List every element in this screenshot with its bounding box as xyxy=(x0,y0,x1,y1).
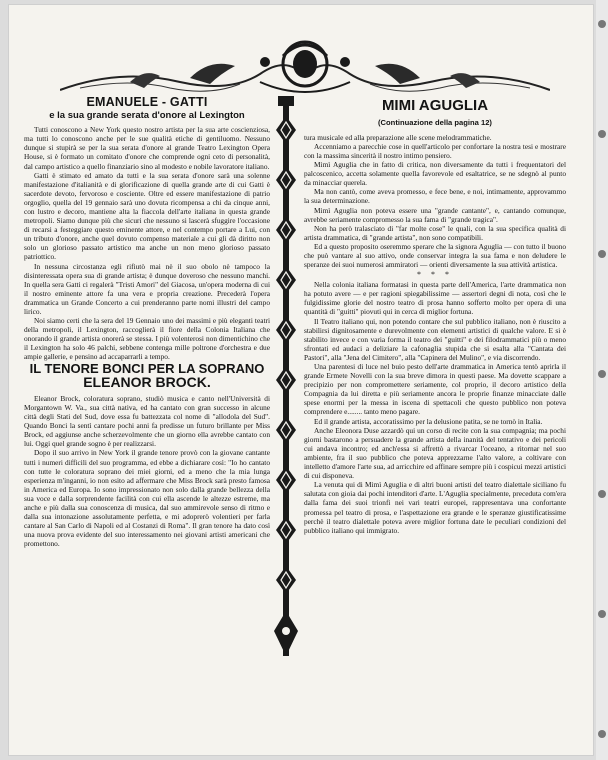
continuation-note: (Continuazione della pagina 12) xyxy=(378,117,492,127)
bonci-paragraph-2: Dopo il suo arrivo in New York il grande tenore provò con la giovane cantante tutti i numeri difficili del suo programma, ed ebbe a dichiarare così: "Io ho cantato con tutte le coloratura soprano dei miei giorni, ed a meno che la mia lunga esperienza m'inganni, io non esito ad affermare che Miss Brock sarà presto famosa in America ed Europa. Io sono impressionato non solo dalla grande bellezza della sua voce e dalla sorprendente facilità con cui ella ascende le altezze estreme, ma anche e più dalla sua conoscenza di musica, dal suo ammirevole senso di ritmo e dalla sua intonazione assolutamente perfetta, e mi adoprerò volentieri per farla cantare al San Carlo di Napoli ed al Costanzi di Roma". Il gran tenore ha dato così una nuova prova evidente del suo interessamento nei giovani artisti americani che promettono. xyxy=(24,448,270,549)
aguglia-paragraph-11: Ed il grande artista, accoratissimo per la delusione patita, se ne tornò in Italia. xyxy=(314,416,543,426)
gatti-paragraph-3: In nessuna circostanza egli rifiutò mai nè il suo obolo nè tampoco la disinteressata opera sua di grande artista; è dunque doveroso che nessuno manchi. In quella sera Gatti ci regalerà "Tristi Amori" del Giacosa, un'opera moderna di cui il nostro eminente attore fa una vera e propria creazione. Precederà l'opera drammatica un Grande Concerto a cui prenderanno parte nomi illustri del campo lirico. xyxy=(24,261,270,316)
bonci-paragraph-1: Eleanor Brock, coloratura soprano, studiò musica e canto nell'Università di Morgantown W. Va., sua città nativa, ed ha cantato con gran successo in alcune città degli Stati del Sud, dove essa fu battezzata col nome di "allodola del Sud". Quando Bonci la sentì cantare pochi anni fa predisse un futuro brillante per Miss Brock, ed aggiunse anche scherzevolmente che un giorno ella avrebbe cantato con lui. Oggi quel grande sogno è per realizzarsi. xyxy=(24,393,270,449)
aguglia-paragraph-5: Mimì Aguglia non poteva essere una "grande cantante", e, cantando comunque, avrebbe seriamente compromesso la sua fama di "grande tragica". xyxy=(304,205,566,224)
section-separator: * * * xyxy=(417,270,453,280)
gatti-paragraph-2: Gatti è stimato ed amato da tutti e la sua serata d'onore sarà una solenne manifestazione d'italianità e di glorificazione di quella grande arte di cui Gatti è sacerdote devoto, fervoroso e cosciente. Oltre ed essere manifestazione di patrio orgoglio, quella del 19 gennaio sarà uno dovuta ricompensa a chi da cinque anni, con lustro e decoro, mantiene alta la fiaccola dell'arte italiana in questa grande metropoli. Siamo dunque più che sicuri che nessuno si lascerà sfuggire l'occasione di recarsi a festeggiare questo eminente attore, e nel contempo portare a Lui, con un tributo d'onore, anche quel dovuto compenso materiale a cui gli dà diritto non solo un glorioso passato artistico ma anche un non meno glorioso passato patriottico. xyxy=(24,170,270,262)
aguglia-paragraph-2: Accenniamo a parecchie cose in quell'articolo per confortare la nostra tesi e mostrare con la massima sincerità il nostro intimo pensiero. xyxy=(304,141,566,160)
aguglia-paragraph-8: Nella colonia italiana formatasi in questa parte dell'America, l'arte drammatica non ha potuto avere — e per ragioni spiegabilissime — assertori degni di nota, così che le fulgidissime glorie del nostro teatro di prosa hanno sofferto molto per opera di una quantità di "guitti" piovuti qui in cerca di miglior fortuna. xyxy=(304,280,566,317)
article-title-bonci-line1: IL TENORE BONCI PER LA SOPRANO xyxy=(29,360,265,376)
header-ornament xyxy=(60,38,550,96)
aguglia-paragraph-6: Non ha però tralasciato di "far molte cose" le quali, con la sua specifica qualità di artista drammatica, di "grande artista", non sono compatibili. xyxy=(304,223,566,242)
article-title-gatti: EMANUELE - GATTI xyxy=(86,95,208,109)
binding-holes xyxy=(596,0,608,760)
article-title-aguglia: MIMI AGUGLIA xyxy=(381,97,489,114)
right-column xyxy=(304,96,566,535)
aguglia-paragraph-13: La venuta qui di Mimì Aguglia e di altri buoni artisti del teatro dialettale siciliano fu salutata con gioia dai pochi intenditori d'arte. L'Aguglia specialmente, preceduta com'era dalla fama dei suoi trionfi nei vari teatri europei, rappresentava una confortante promessa pel teatro di prosa, e l'aspettazione era grande e le speranze giustificatissime perchè il teatro dialettale poteva avere miglior fortuna date le peculiari condizioni del pubblico italiano qui immigrato. xyxy=(304,480,566,535)
gatti-paragraph-1: Tutti conoscono a New York questo nostro artista per la sua arte coscienziosa, ma tutti lo conoscono anche per le sue qualità etiche di gentiluomo. Nessuno dunque si stupirà se per la sua serata d'onore al grande Teatro Lexington Opera House, si è formato un comitato d'onore che comprende ogni ceto di personalità, dal campo artistico a quello finanziario sino al modesto e nobile lavoratore italiano. xyxy=(24,125,270,171)
article-subtitle-gatti: e la sua grande serata d'onore al Lexington xyxy=(49,110,245,122)
aguglia-paragraph-1: tura musicale ed alla preparazione alle scene melodrammatiche. xyxy=(304,132,492,142)
aguglia-paragraph-10: Una parentesi di luce nel buio pesto dell'arte drammatica in America tentò aprirla il grande Ermete Novelli con la sua breve dimora in questi paese. Ma dovette scappare a precipizio per non compromettere seriamente, col proprio, il decoro artistico della Compagnia da lui diretta e più seriamente ancora le proprie finanze minacciate dalle spese enormi per la messa in iscena di spettacoli che questo pubblico non poteva comprendere e........ tanto meno pagare. xyxy=(304,362,566,417)
aguglia-paragraph-12: Anche Eleonora Duse azzardò qui un corso di recite con la sua compagnia; ma pochi giorni bastarono a persuadere la grande artista della inanità del tentativo e dei pericoli cui andava incontro; ed anch'essa si affrettò a rivarcar l'oceano, a ritornar nel suo ambiente, fra il suo pubblico che poteva apprezzarne l'alto valore, a coltivare con intelletto d'amore l'arte sua, ad arricchire ed affinare sempre più i cospicui mezzi artistici di cui disponeva. xyxy=(304,425,566,481)
aguglia-paragraph-9: Il Teatro italiano qui, non potendo contare che sul pubblico italiano, non è riuscito a stabilirsi dignitosamente e durevolmente con elementi artistici di qualche valore. E si è stabilito invece e con varia forma il teatro dei "guitti" e dei filodrammatici più o meno sfrontati ed audaci a deliziare la cafonaglia stupida che si esalta alla "Cantata dei Pastori", alla "Jena del Cimitero", alla "Capinera del Mulino", e via discorrendo. xyxy=(304,316,566,362)
article-title-bonci-line2: ELEANOR BROCK. xyxy=(83,374,211,391)
left-column xyxy=(24,96,270,548)
aguglia-paragraph-7: Ed a questo proposito oseremmo sperare che la signora Aguglia — con tutto il buono che può vantare al suo attivo, onde conservar integra la sua fama e non deludere le speranze dei suoi numerosi ammiratori — orienti diversamente la sua attività artistica. xyxy=(304,241,566,270)
gatti-paragraph-4: Noi siamo certi che la sera del 19 Gennaio uno dei massimi e più eleganti teatri della metropoli, il Lexington, raccoglierà il fiore della Colonia Italiana che onorando il grande artista onorerà se stessa. I più volenterosi non dimentichino che il Lexington ha solo 46 palchi, sebbene contenga mille poltrone d'orchestra e due ampie gallerie, e pensino ad accaparrarli a tempo. xyxy=(24,316,270,362)
aguglia-paragraph-3: Mimì Aguglia che in fatto di critica, non diversamente da tutti i frequentatori del palcoscenico, accetta solamente quella favorevole ed esaltatrice, se ne sdegnò al punto da minacciar querela. xyxy=(304,160,566,188)
aguglia-paragraph-4: Ma non cantò, come aveva promesso, e fece bene, e noi, intimamente, approvammo la sua determinazione. xyxy=(304,187,566,206)
column-divider-ornament xyxy=(272,96,300,656)
